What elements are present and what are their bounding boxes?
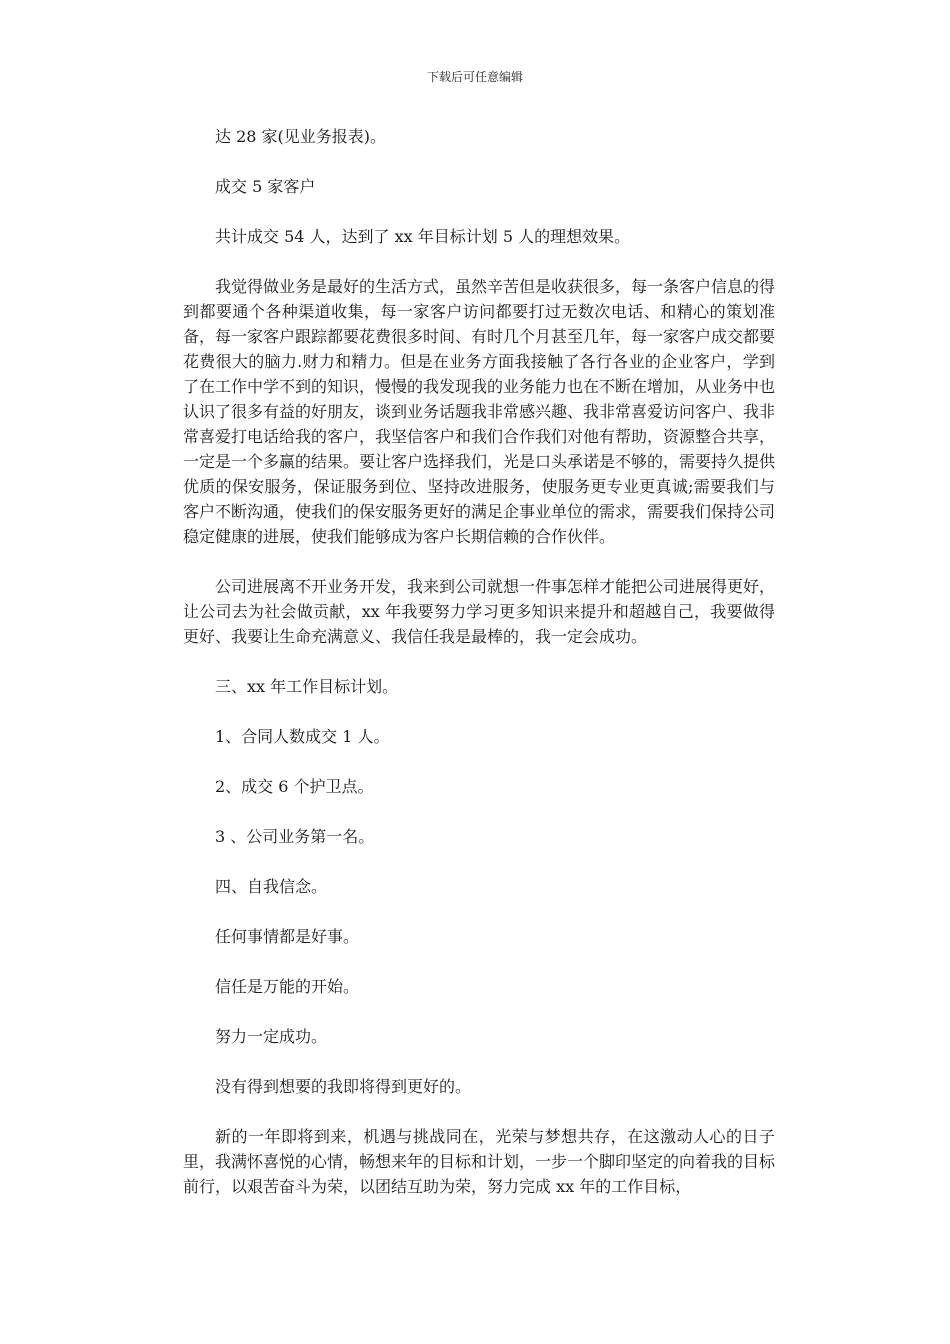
list-item: 3 、公司业务第一名。: [215, 827, 375, 846]
paragraph: 信任是万能的开始。: [215, 977, 360, 996]
paragraph: 成交 5 家客户: [215, 177, 316, 196]
section-heading: 三、xx 年工作目标计划。: [215, 677, 399, 696]
paragraph: 任何事情都是好事。: [215, 927, 360, 946]
page-header: 下载后可任意编辑: [426, 70, 523, 84]
section-heading: 四、自我信念。: [215, 877, 328, 896]
paragraph: 公司进展离不开业务开发，我来到公司就想一件事怎样才能把公司进展得更好，让公司去为社会做贡献，xx 年我要努力学习更多知识来提升和超越自己，我要做得更好、我要让生命充满意义、我信任我是最棒的，我一定会成功。: [183, 577, 776, 646]
document-body: [183, 124, 775, 1224]
list-item: 2、成交 6 个护卫点。: [215, 777, 374, 796]
paragraph: 我觉得做业务是最好的生活方式，虽然辛苦但是收获很多，每一条客户信息的得到都要通个各种渠道收集，每一家客户访问都要打过无数次电话、和精心的策划准备，每一家客户跟踪都要花费很多时间、有时几个月甚至几年，每一家客户成交都要花费很大的脑力.财力和精力。但是在业务方面我接触了各行各业的企业客户，学到了在工作中学不到的知识，慢慢的我发现我的业务能力也在不断在增加，从业务中也认识了很多有益的好朋友，谈到业务话题我非常感兴趣、我非常喜爱访问客户、我非常喜爱打电话给我的客户，我坚信客户和我们合作我们对他有帮助，资源整合共享，一定是一个多赢的结果。要让客户选择我们，光是口头承诺是不够的，需要持久提供优质的保安服务，保证服务到位、坚持改进服务，使服务更专业更真诚;需要我们与客户不断沟通，使我们的保安服务更好的满足企事业单位的需求，需要我们保持公司稳定健康的进展，使我们能够成为客户长期信赖的合作伙伴。: [183, 277, 776, 546]
paragraph: 努力一定成功。: [215, 1027, 328, 1046]
paragraph: 达 28 家(见业务报表)。: [215, 127, 387, 146]
paragraph: 新的一年即将到来，机遇与挑战同在，光荣与梦想共存，在这激动人心的日子里，我满怀喜悦的心情，畅想来年的目标和计划，一步一个脚印坚定的向着我的目标前行，以艰苦奋斗为荣，以团结互助为荣，努力完成 xx 年的工作目标，: [183, 1127, 776, 1196]
list-item: 1、合同人数成交 1 人。: [215, 727, 390, 746]
paragraph: 共计成交 54 人，达到了 xx 年目标计划 5 人的理想效果。: [215, 227, 631, 246]
paragraph: 没有得到想要的我即将得到更好的。: [215, 1077, 472, 1096]
